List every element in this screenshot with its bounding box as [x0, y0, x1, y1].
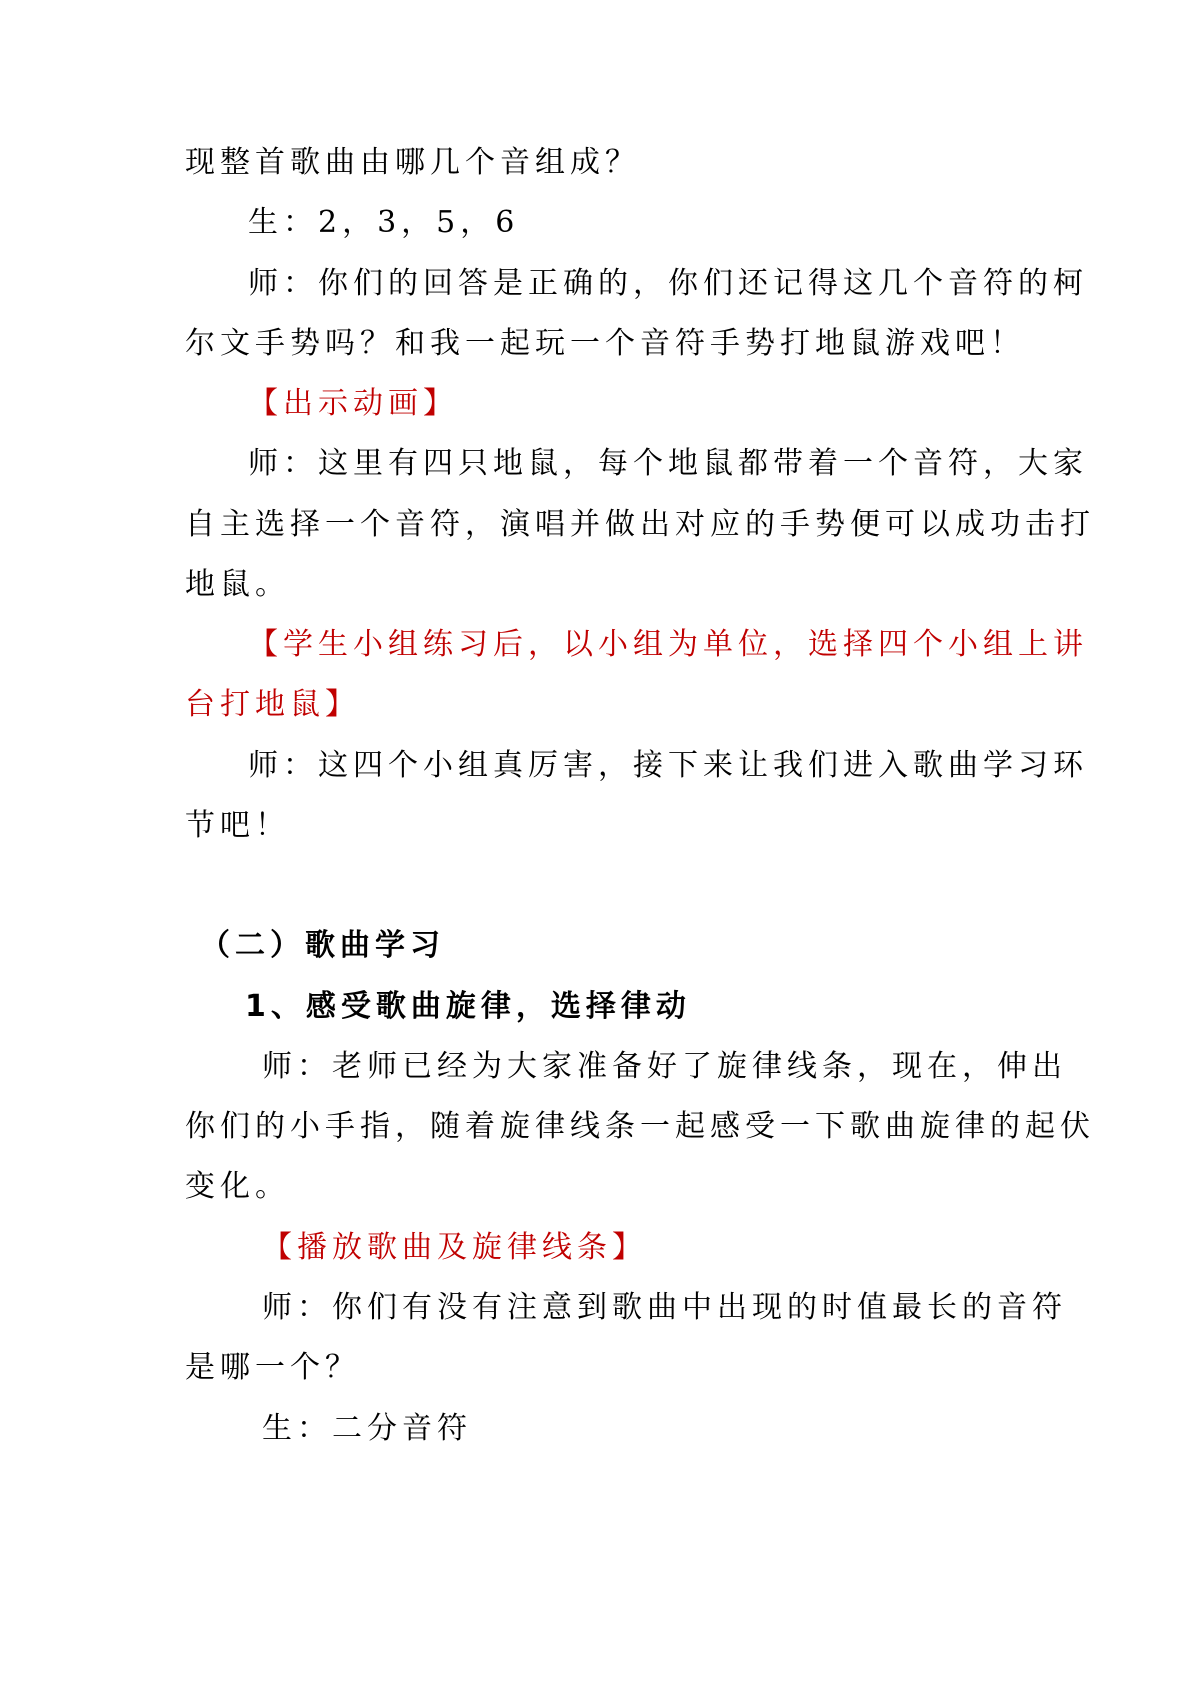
subsection-heading: 1、感受歌曲旋律，选择律动 [245, 989, 691, 1024]
paragraph-line: 师：这四个小组真厉害，接下来让我们进入歌曲学习环 [248, 748, 1088, 783]
paragraph-line: 变化。 [185, 1169, 290, 1204]
student-answer: 生：2，3，5，6 [248, 205, 520, 240]
paragraph-line: 尔文手势吗？和我一起玩一个音符手势打地鼠游戏吧！ [185, 326, 1025, 361]
paragraph-line: 是哪一个？ [185, 1350, 360, 1385]
paragraph-line: 地鼠。 [185, 567, 290, 602]
paragraph-line: 自主选择一个音符，演唱并做出对应的手势便可以成功击打 [185, 507, 1095, 542]
section-heading: （二）歌曲学习 [200, 928, 445, 963]
student-answer: 生：二分音符 [262, 1411, 472, 1446]
paragraph-line: 师：你们的回答是正确的，你们还记得这几个音符的柯 [248, 266, 1088, 301]
stage-direction: 台打地鼠】 [185, 687, 360, 722]
stage-direction: 【播放歌曲及旋律线条】 [262, 1230, 647, 1265]
paragraph-line: 你们的小手指，随着旋律线条一起感受一下歌曲旋律的起伏 [185, 1109, 1095, 1144]
paragraph-line: 师：老师已经为大家准备好了旋律线条，现在，伸出 [262, 1049, 1067, 1084]
stage-direction: 【学生小组练习后，以小组为单位，选择四个小组上讲 [248, 627, 1088, 662]
stage-direction: 【出示动画】 [248, 386, 458, 421]
paragraph-line: 现整首歌曲由哪几个音组成？ [185, 145, 640, 180]
paragraph-line: 师：你们有没有注意到歌曲中出现的时值最长的音符 [262, 1290, 1067, 1325]
paragraph-line: 节吧！ [185, 808, 290, 843]
paragraph-line: 师：这里有四只地鼠，每个地鼠都带着一个音符，大家 [248, 446, 1088, 481]
